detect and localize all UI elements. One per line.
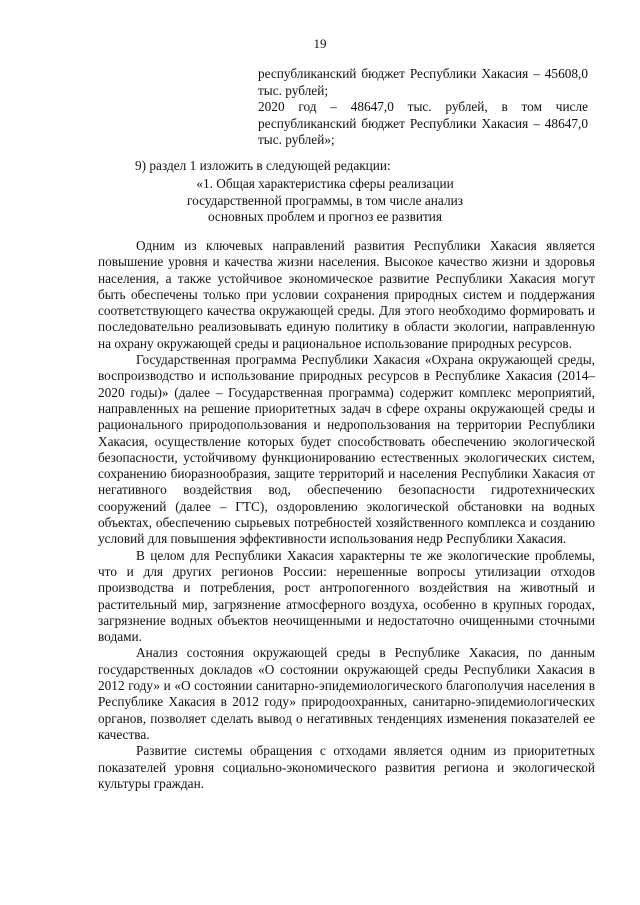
paragraph: Развитие системы обращения с отходами является одним из приоритетных показателей уровня социально-экономического развития региона и экологической культуры граждан.	[98, 743, 595, 791]
item-9-instruction: 9) раздел 1 изложить в следующей редакции:	[135, 158, 391, 173]
paragraph: Одним из ключевых направлений развития Республики Хакасия является повышение уровня и качества жизни населения. Высокое качество жизни и здоровья населения, а также устойчивое экономическое развитие Республики Хакасия могут быть обеспечены только при условии сохранения природных систем и поддержания соответствующего качества окружающей среды. Для этого необходимо формировать и последовательно реализовывать единую политику в области экологии, направленную на охрану окружающей среды и рациональное использование природных ресурсов.	[98, 238, 595, 351]
budget-line-2020: 2020 год – 48647,0 тыс. рублей, в том числе республиканский бюджет Республики Хакасия – 48647,0 тыс. рублей»;	[258, 99, 588, 147]
section-title-line-1: «1. Общая характеристика сферы реализации	[196, 176, 454, 191]
body-text	[98, 238, 595, 792]
section-title-line-3: основных проблем и прогноз ее развития	[207, 209, 443, 224]
section-title	[160, 176, 490, 226]
page-number: 19	[313, 36, 327, 51]
budget-continuation	[258, 66, 588, 149]
paragraph: В целом для Республики Хакасия характерны те же экологические проблемы, что и для других регионов России: нерешенные вопросы утилизации отходов производства и потребления, рост антропогенного воздействия на животный и растительный мир, загрязнение атмосферного воздуха, особенно в крупных городах, загрязнение водных объектов неочищенными и недостаточно очищенными сточными водами.	[98, 547, 595, 645]
budget-line-2019: республиканский бюджет Республики Хакасия – 45608,0 тыс. рублей;	[258, 66, 588, 98]
paragraph: Анализ состояния окружающей среды в Республике Хакасия, по данным государственных докладов «О состоянии окружающей среды Республики Хакасия в 2012 году» и «О состоянии санитарно-эпидемиологического благополучия населения в Республике Хакасия в 2012 году» природоохранных, санитарно-эпидемиологических органов, позволяет сделать вывод о негативных тенденциях изменения показателей ее качества.	[98, 645, 595, 742]
section-title-line-2: государственной программы, в том числе анализ	[187, 192, 463, 208]
paragraph: Государственная программа Республики Хакасия «Охрана окружающей среды, воспроизводство и использование природных ресурсов в Республике Хакасия (2014–2020 годы)» (далее – Государственная программа) содержит комплекс мероприятий, направленных на решение приоритетных задач в сфере охраны окружающей среды и рационального природопользования и недропользования на территории Республики Хакасия, осуществление которых будет способствовать обеспечению экологической безопасности, устойчивому функционированию естественных экологических систем, сохранению биоразнообразия, защите территорий и населения Республики Хакасия от негативного воздействия вод, обеспечению безопасности гидротехнических сооружений (далее – ГТС), оздоровлению экологической обстановки на водных объектах, обеспечению сырьевых потребностей хозяйственного комплекса и созданию условий для повышения эффективности использования недр Республики Хакасия.	[98, 352, 595, 547]
